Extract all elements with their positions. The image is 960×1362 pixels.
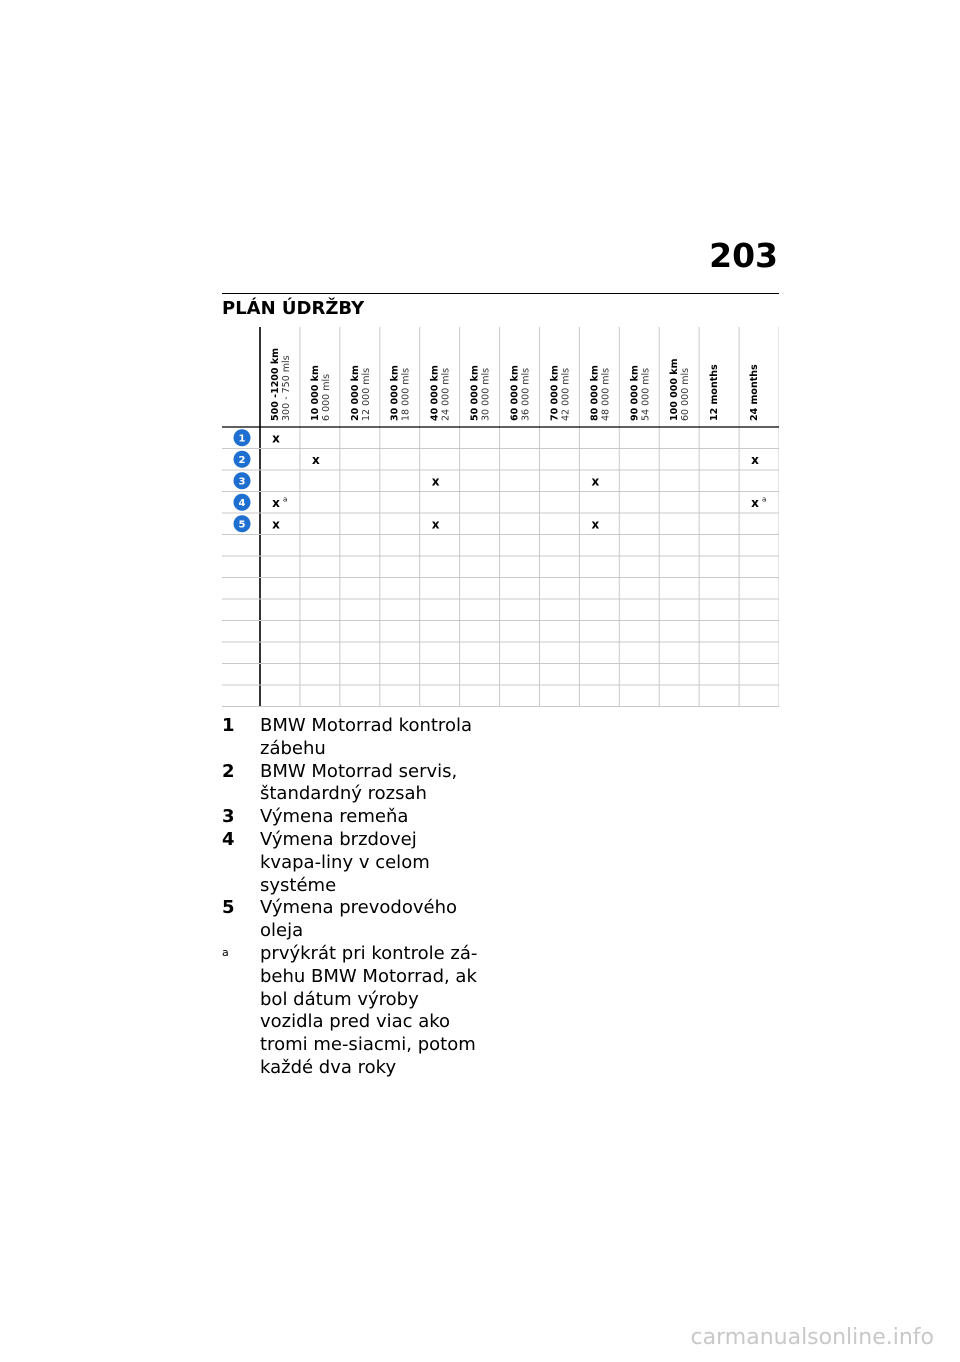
- column-header-km: 70 000 km: [549, 365, 561, 421]
- schedule-mark: x: [431, 474, 440, 489]
- schedule-mark: x: [591, 474, 600, 489]
- column-header-km: 20 000 km: [349, 365, 361, 421]
- legend-item: [222, 829, 482, 897]
- schedule-mark: x: [591, 517, 600, 532]
- column-header-mls: 18 000 mls: [400, 367, 412, 421]
- column-header-km: 12 months: [709, 364, 721, 421]
- footnote-marker: a: [762, 495, 767, 504]
- column-header-km: 60 000 km: [509, 365, 521, 421]
- column-header-km: 100 000 km: [669, 358, 681, 421]
- legend-item: [222, 761, 482, 807]
- legend-text: prvýkrát pri kontrole zá-behu BMW Motorrad, ak bol dátum výroby vozidla pred viac ako tromi me-siacmi, potom každé dva roky: [260, 942, 478, 1078]
- legend-item: [222, 806, 482, 829]
- column-header-mls: 36 000 mls: [520, 367, 532, 421]
- column-header-mls: 6 000 mls: [320, 373, 332, 421]
- legend-number: 3: [222, 806, 235, 828]
- column-header-km: 30 000 km: [389, 365, 401, 421]
- column-header-mls: 12 000 mls: [360, 367, 372, 421]
- schedule-mark: x: [431, 517, 440, 532]
- legend-number: 1: [222, 715, 235, 736]
- legend-text: BMW Motorrad kontrola zábehu: [260, 715, 472, 759]
- legend-number: a: [222, 945, 229, 959]
- column-header-km: 40 000 km: [429, 365, 441, 421]
- legend-number: 2: [222, 760, 235, 782]
- schedule-mark: x: [272, 495, 280, 510]
- legend-item: [222, 715, 482, 761]
- column-header-mls: 54 000 mls: [640, 367, 652, 421]
- legend-text: Výmena brzdovej kvapa-liny v celom systéme: [260, 828, 430, 896]
- column-header-mls: 30 000 mls: [480, 367, 492, 421]
- legend-item: [222, 897, 482, 943]
- legend: [222, 715, 482, 1080]
- column-header-km: 90 000 km: [629, 365, 641, 421]
- page-number: 203: [709, 236, 778, 275]
- column-header-km: 24 months: [749, 364, 761, 421]
- column-header-km: 10 000 km: [309, 365, 321, 421]
- legend-text: Výmena remeňa: [260, 806, 409, 828]
- row-number: 2: [238, 454, 246, 466]
- schedule-mark: x: [751, 452, 759, 467]
- watermark: carmanualsonline.info: [690, 1325, 934, 1350]
- column-header-km: 500 -1200 km: [269, 347, 281, 421]
- row-number: 5: [238, 519, 246, 531]
- row-number: 4: [238, 497, 246, 509]
- legend-text: Výmena prevodového oleja: [260, 897, 458, 942]
- schedule-mark: x: [312, 452, 320, 467]
- schedule-mark: x: [272, 517, 280, 532]
- column-header-mls: 42 000 mls: [560, 367, 572, 421]
- row-number: 3: [238, 476, 246, 488]
- column-header-mls: 24 000 mls: [440, 367, 452, 421]
- column-header-mls: 300 - 750 mls: [280, 355, 292, 421]
- footnote-marker: a: [282, 495, 288, 504]
- row-number: 1: [238, 433, 246, 445]
- legend-number: 5: [222, 897, 235, 919]
- legend-number: 4: [222, 828, 235, 850]
- column-header-km: 80 000 km: [589, 365, 601, 421]
- maintenance-schedule-table: [222, 327, 779, 707]
- column-header-mls: 48 000 mls: [600, 367, 612, 421]
- schedule-mark: x: [751, 495, 759, 510]
- schedule-mark: x: [272, 431, 280, 446]
- section-title: PLÁN ÚDRŽBY: [222, 298, 365, 319]
- legend-item: [222, 943, 482, 1080]
- column-header-km: 50 000 km: [469, 365, 481, 421]
- legend-text: BMW Motorrad servis, štandardný rozsah: [260, 760, 458, 805]
- header-rule: [222, 293, 779, 294]
- column-header-mls: 60 000 mls: [680, 367, 692, 421]
